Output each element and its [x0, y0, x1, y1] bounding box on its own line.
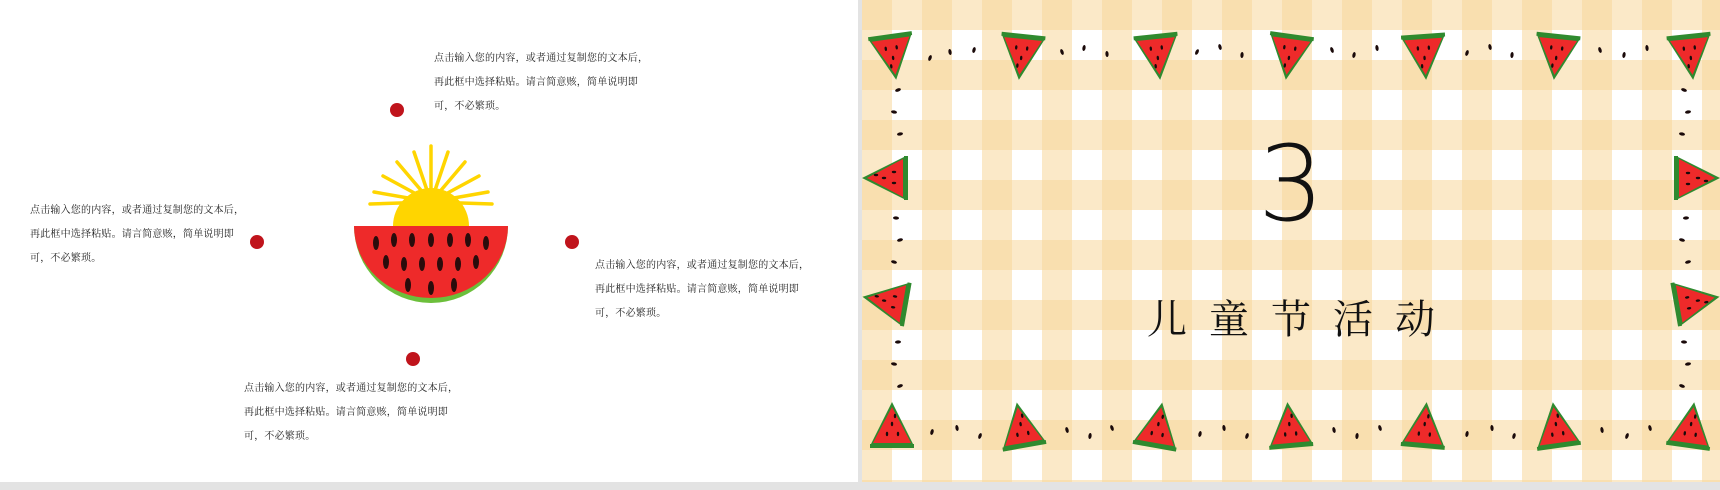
section-number: 3 [1257, 123, 1325, 245]
slide-left [0, 0, 858, 482]
slide-right [862, 0, 1720, 482]
section-title: 儿童节活动 [1147, 297, 1457, 343]
caption-right: 点击输入您的内容，或者通过复制您的文本后， 再此框中选择粘贴。请言简意赅，简单说明即 可，不必繁琐。 [595, 260, 810, 319]
connector-dot-bottom [406, 352, 420, 366]
connector-dot-right [565, 235, 579, 249]
sun-watermelon-icon [346, 140, 516, 320]
caption-bottom: 点击输入您的内容，或者通过复制您的文本后， 再此框中选择粘贴。请言简意赅，简单说明即 可，不必繁琐。 [244, 383, 459, 442]
caption-left: 点击输入您的内容，或者通过复制您的文本后， 再此框中选择粘贴。请言简意赅，简单说明即 可，不必繁琐。 [30, 205, 245, 264]
connector-dot-left [250, 235, 264, 249]
connector-dot-top [390, 103, 404, 117]
caption-top: 点击输入您的内容，或者通过复制您的文本后， 再此框中选择粘贴。请言简意赅，简单说明即 可，不必繁琐。 [434, 53, 649, 112]
